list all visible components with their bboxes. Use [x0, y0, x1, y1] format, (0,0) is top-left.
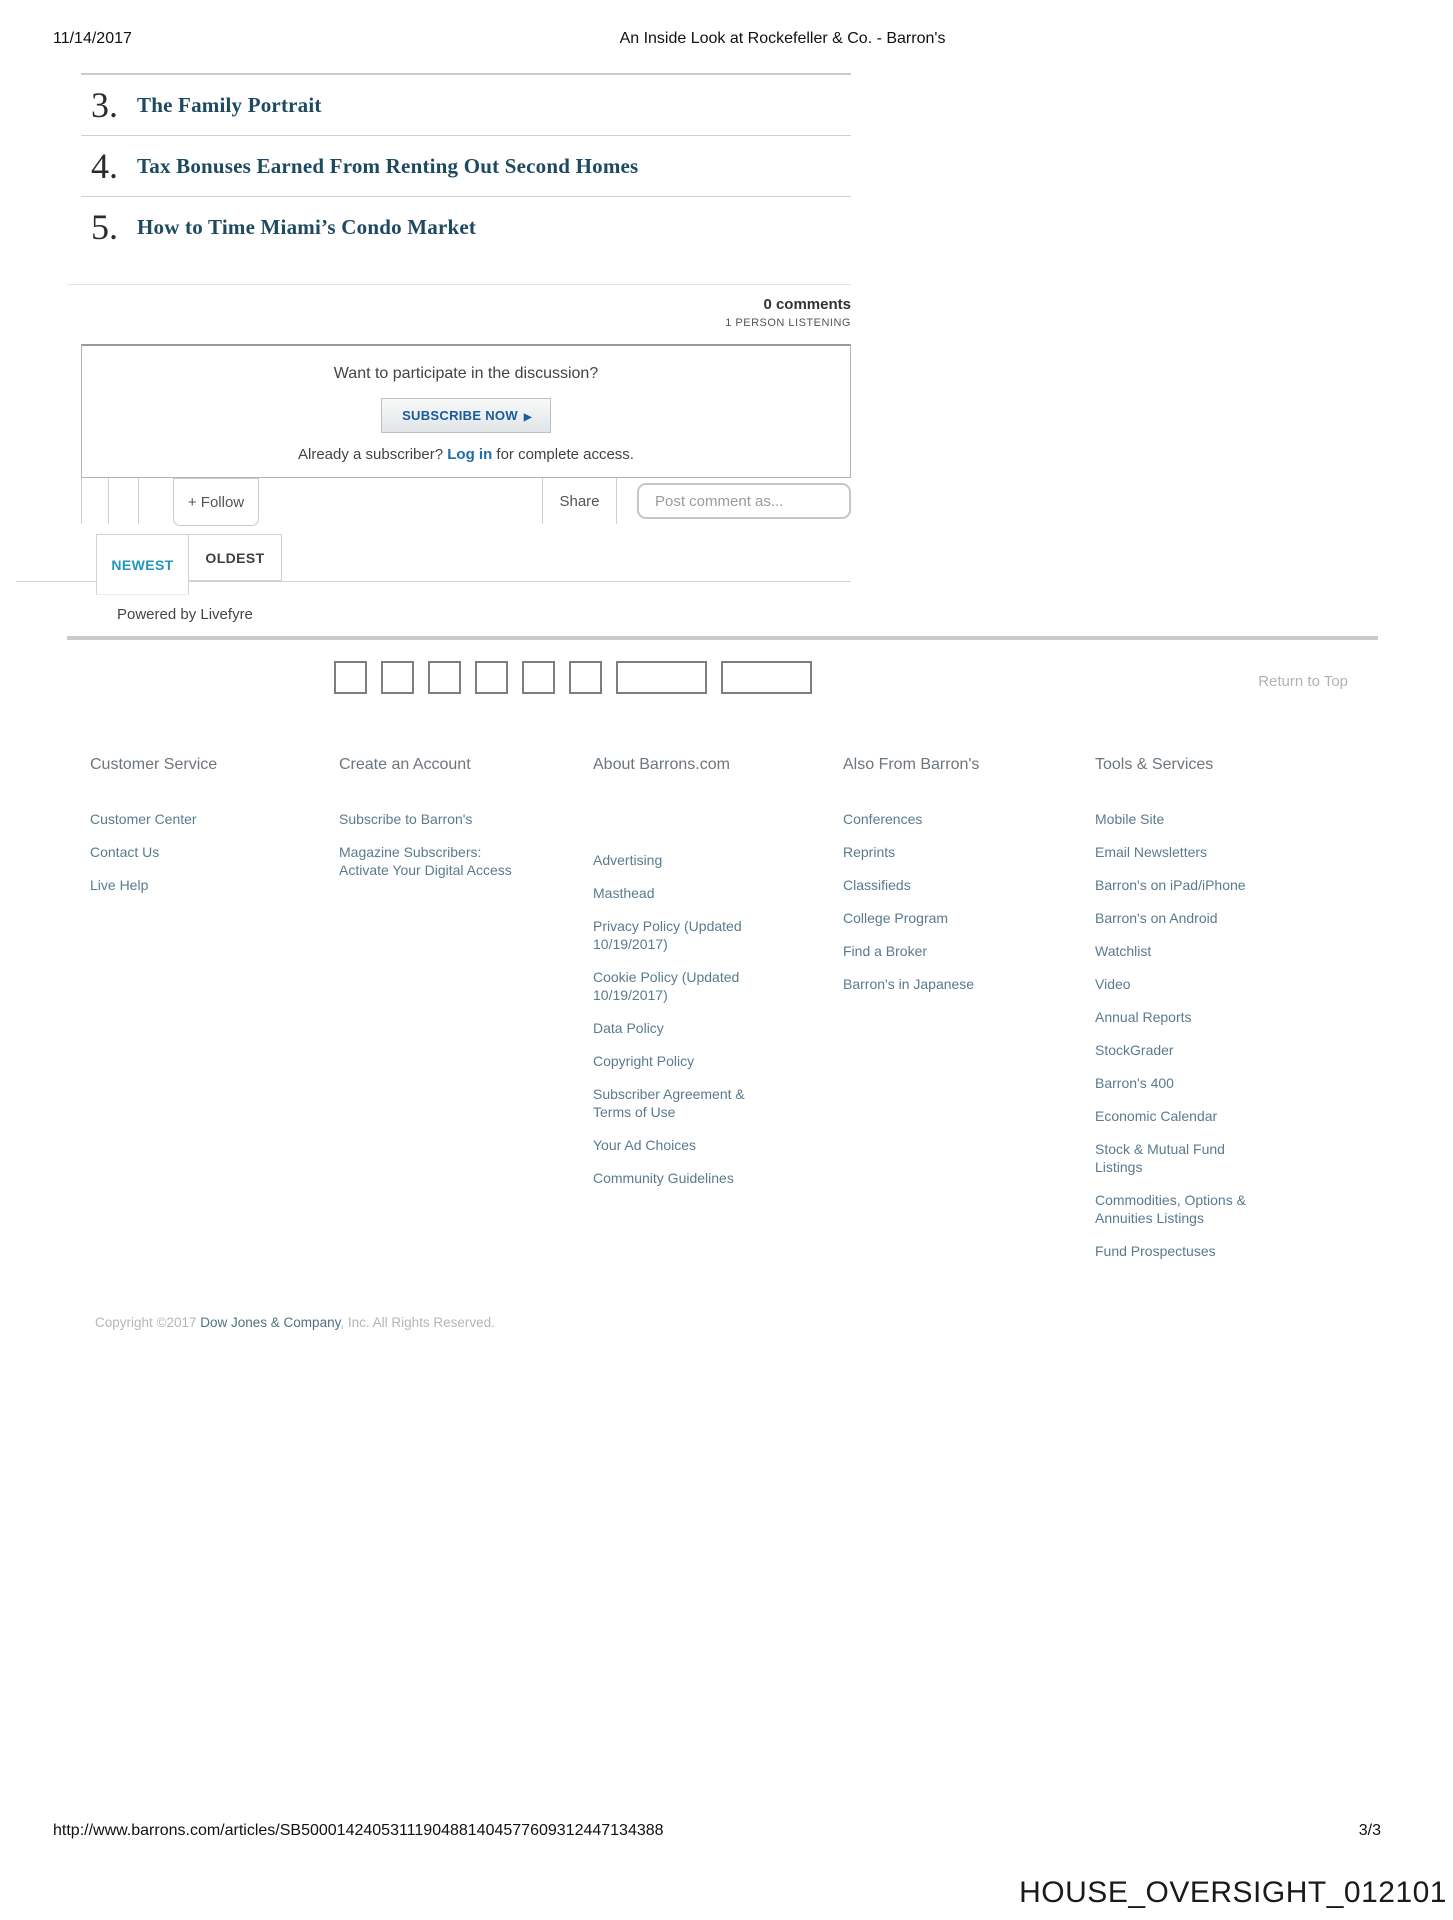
footer-col-links	[90, 810, 339, 894]
copyright-line	[95, 1315, 1453, 1330]
footer-link[interactable]: Data Policy	[593, 1020, 664, 1036]
footer-link[interactable]: Privacy Policy (Updated 10/19/2017)	[593, 918, 742, 952]
footer-col-about	[593, 756, 843, 1275]
footer-link[interactable]: Watchlist	[1095, 943, 1152, 959]
image-placeholder[interactable]	[475, 661, 508, 694]
comments-listening: 1 PERSON LISTENING	[725, 317, 851, 329]
footer-col-links	[339, 810, 593, 879]
already-subscriber-line	[82, 446, 850, 463]
footer-link[interactable]: Commodities, Options & Annuities Listings	[1095, 1192, 1246, 1226]
share-button[interactable]: Share	[559, 492, 600, 510]
follow-button[interactable]: + Follow	[173, 478, 259, 526]
list-item-title-link[interactable]: How to Time Miami’s Condo Market	[137, 214, 477, 239]
footer-link[interactable]: Economic Calendar	[1095, 1108, 1218, 1124]
footer-link[interactable]: Mobile Site	[1095, 811, 1165, 827]
image-placeholders	[334, 661, 812, 694]
action-cell	[82, 478, 109, 524]
footer-divider	[67, 636, 1378, 640]
footer-link[interactable]: Conferences	[843, 811, 923, 827]
footer-link[interactable]: Live Help	[90, 877, 149, 893]
list-item	[81, 135, 851, 196]
section-divider	[67, 284, 851, 285]
footer-link[interactable]: Video	[1095, 976, 1131, 992]
footer-link[interactable]: Barron's on Android	[1095, 910, 1218, 926]
footer-columns	[90, 756, 1453, 1275]
footer-col-title: Customer Service	[90, 756, 218, 773]
print-url: http://www.barrons.com/articles/SB50001424053111904881404577609312447134388	[53, 1822, 664, 1839]
divider	[616, 478, 617, 524]
footer-link[interactable]: Your Ad Choices	[593, 1137, 696, 1153]
footer-link[interactable]: Barron's in Japanese	[843, 976, 975, 992]
footer-link[interactable]: Subscribe to Barron's	[339, 811, 473, 827]
footer-col-title: About Barrons.com	[593, 756, 730, 773]
footer-col-title: Tools & Services	[1095, 756, 1214, 773]
footer-link[interactable]: Barron's 400	[1095, 1075, 1174, 1091]
comments-meta	[81, 296, 851, 329]
footer-link[interactable]: Advertising	[593, 852, 663, 868]
footer-link[interactable]: Email Newsletters	[1095, 844, 1208, 860]
post-comment-input[interactable]	[637, 483, 851, 519]
footer-link[interactable]: Copyright Policy	[593, 1053, 695, 1069]
already-prefix: Already a subscriber?	[298, 446, 448, 463]
footer-link[interactable]: Annual Reports	[1095, 1009, 1192, 1025]
comment-action-row	[81, 478, 851, 524]
footer-link[interactable]: Subscriber Agreement & Terms of Use	[593, 1086, 745, 1120]
image-placeholder[interactable]	[569, 661, 602, 694]
subscribe-prompt: Want to participate in the discussion?	[333, 365, 599, 382]
footer-link[interactable]: Contact Us	[90, 844, 160, 860]
spacer	[259, 478, 542, 524]
print-date: 11/14/2017	[53, 30, 132, 47]
powered-by-livefyre: Powered by Livefyre	[117, 606, 253, 623]
footer-link[interactable]: StockGrader	[1095, 1042, 1174, 1058]
dow-jones-link[interactable]: Dow Jones & Company	[200, 1315, 341, 1330]
list-item-title-link[interactable]: Tax Bonuses Earned From Renting Out Second Homes	[137, 153, 639, 178]
sort-tab[interactable]: OLDEST	[189, 534, 282, 581]
already-suffix: for complete access.	[492, 446, 634, 463]
list-item-number: 3.	[91, 85, 118, 125]
article-list	[81, 73, 851, 257]
subscribe-box	[81, 344, 851, 478]
return-to-top-link[interactable]: Return to Top	[1258, 673, 1348, 690]
footer-link[interactable]: Customer Center	[90, 811, 197, 827]
footer-link[interactable]: Stock & Mutual Fund Listings	[1095, 1141, 1225, 1175]
list-item-title-link[interactable]: The Family Portrait	[137, 92, 322, 117]
image-placeholder[interactable]	[616, 661, 707, 694]
print-header	[0, 0, 1453, 73]
footer-link[interactable]: Community Guidelines	[593, 1170, 734, 1186]
copyright-prefix: Copyright ©2017	[95, 1315, 201, 1330]
footer-link[interactable]: Fund Prospectuses	[1095, 1243, 1216, 1259]
footer-link[interactable]: Classifieds	[843, 877, 911, 893]
comment-sort-tabs-wrap	[16, 534, 851, 582]
subscribe-now-label: SUBSCRIBE NOW	[402, 408, 518, 423]
print-page-number: 3/3	[1358, 1822, 1381, 1839]
bates-stamp: HOUSE_OVERSIGHT_012101	[1019, 1876, 1447, 1909]
footer-link[interactable]: Find a Broker	[843, 943, 928, 959]
footer-col-title: Also From Barron's	[843, 756, 980, 773]
image-placeholder[interactable]	[522, 661, 555, 694]
list-item-number: 4.	[91, 146, 118, 186]
footer-link[interactable]: Magazine Subscribers: Activate Your Digital Access	[339, 844, 512, 878]
right-arrow-icon: ▶	[523, 412, 532, 423]
footer-col-links	[843, 810, 1095, 993]
comments-count: 0 comments	[763, 296, 851, 313]
action-cell	[109, 478, 139, 524]
footer-col-create-account	[339, 756, 593, 1275]
image-placeholder[interactable]	[381, 661, 414, 694]
image-placeholder[interactable]	[334, 661, 367, 694]
footer-link[interactable]: Masthead	[593, 885, 655, 901]
footer-col-links	[593, 810, 843, 1187]
image-placeholder[interactable]	[428, 661, 461, 694]
list-item	[81, 196, 851, 257]
image-placeholder[interactable]	[721, 661, 812, 694]
footer-icon-band	[334, 661, 1348, 694]
footer-link[interactable]: Cookie Policy (Updated 10/19/2017)	[593, 969, 740, 1003]
footer-col-also-from	[843, 756, 1095, 1275]
list-item	[81, 74, 851, 135]
comment-sort-tabs	[96, 534, 282, 581]
footer-col-links	[1095, 810, 1378, 1260]
footer-col-title: Create an Account	[339, 756, 471, 773]
subscribe-now-button[interactable]	[381, 398, 551, 433]
login-link[interactable]: Log in	[447, 446, 493, 463]
copyright-suffix: , Inc. All Rights Reserved.	[340, 1315, 495, 1330]
footer-col-customer-service	[90, 756, 339, 1275]
list-item-number: 5.	[91, 207, 118, 247]
footer-link[interactable]: Barron's on iPad/iPhone	[1095, 877, 1246, 893]
sort-tab[interactable]: NEWEST	[96, 534, 189, 595]
footer-col-tools	[1095, 756, 1378, 1275]
footer-link[interactable]: Reprints	[843, 844, 896, 860]
footer-link[interactable]: College Program	[843, 910, 949, 926]
page-title: An Inside Look at Rockefeller & Co. - Barron's	[619, 30, 946, 47]
